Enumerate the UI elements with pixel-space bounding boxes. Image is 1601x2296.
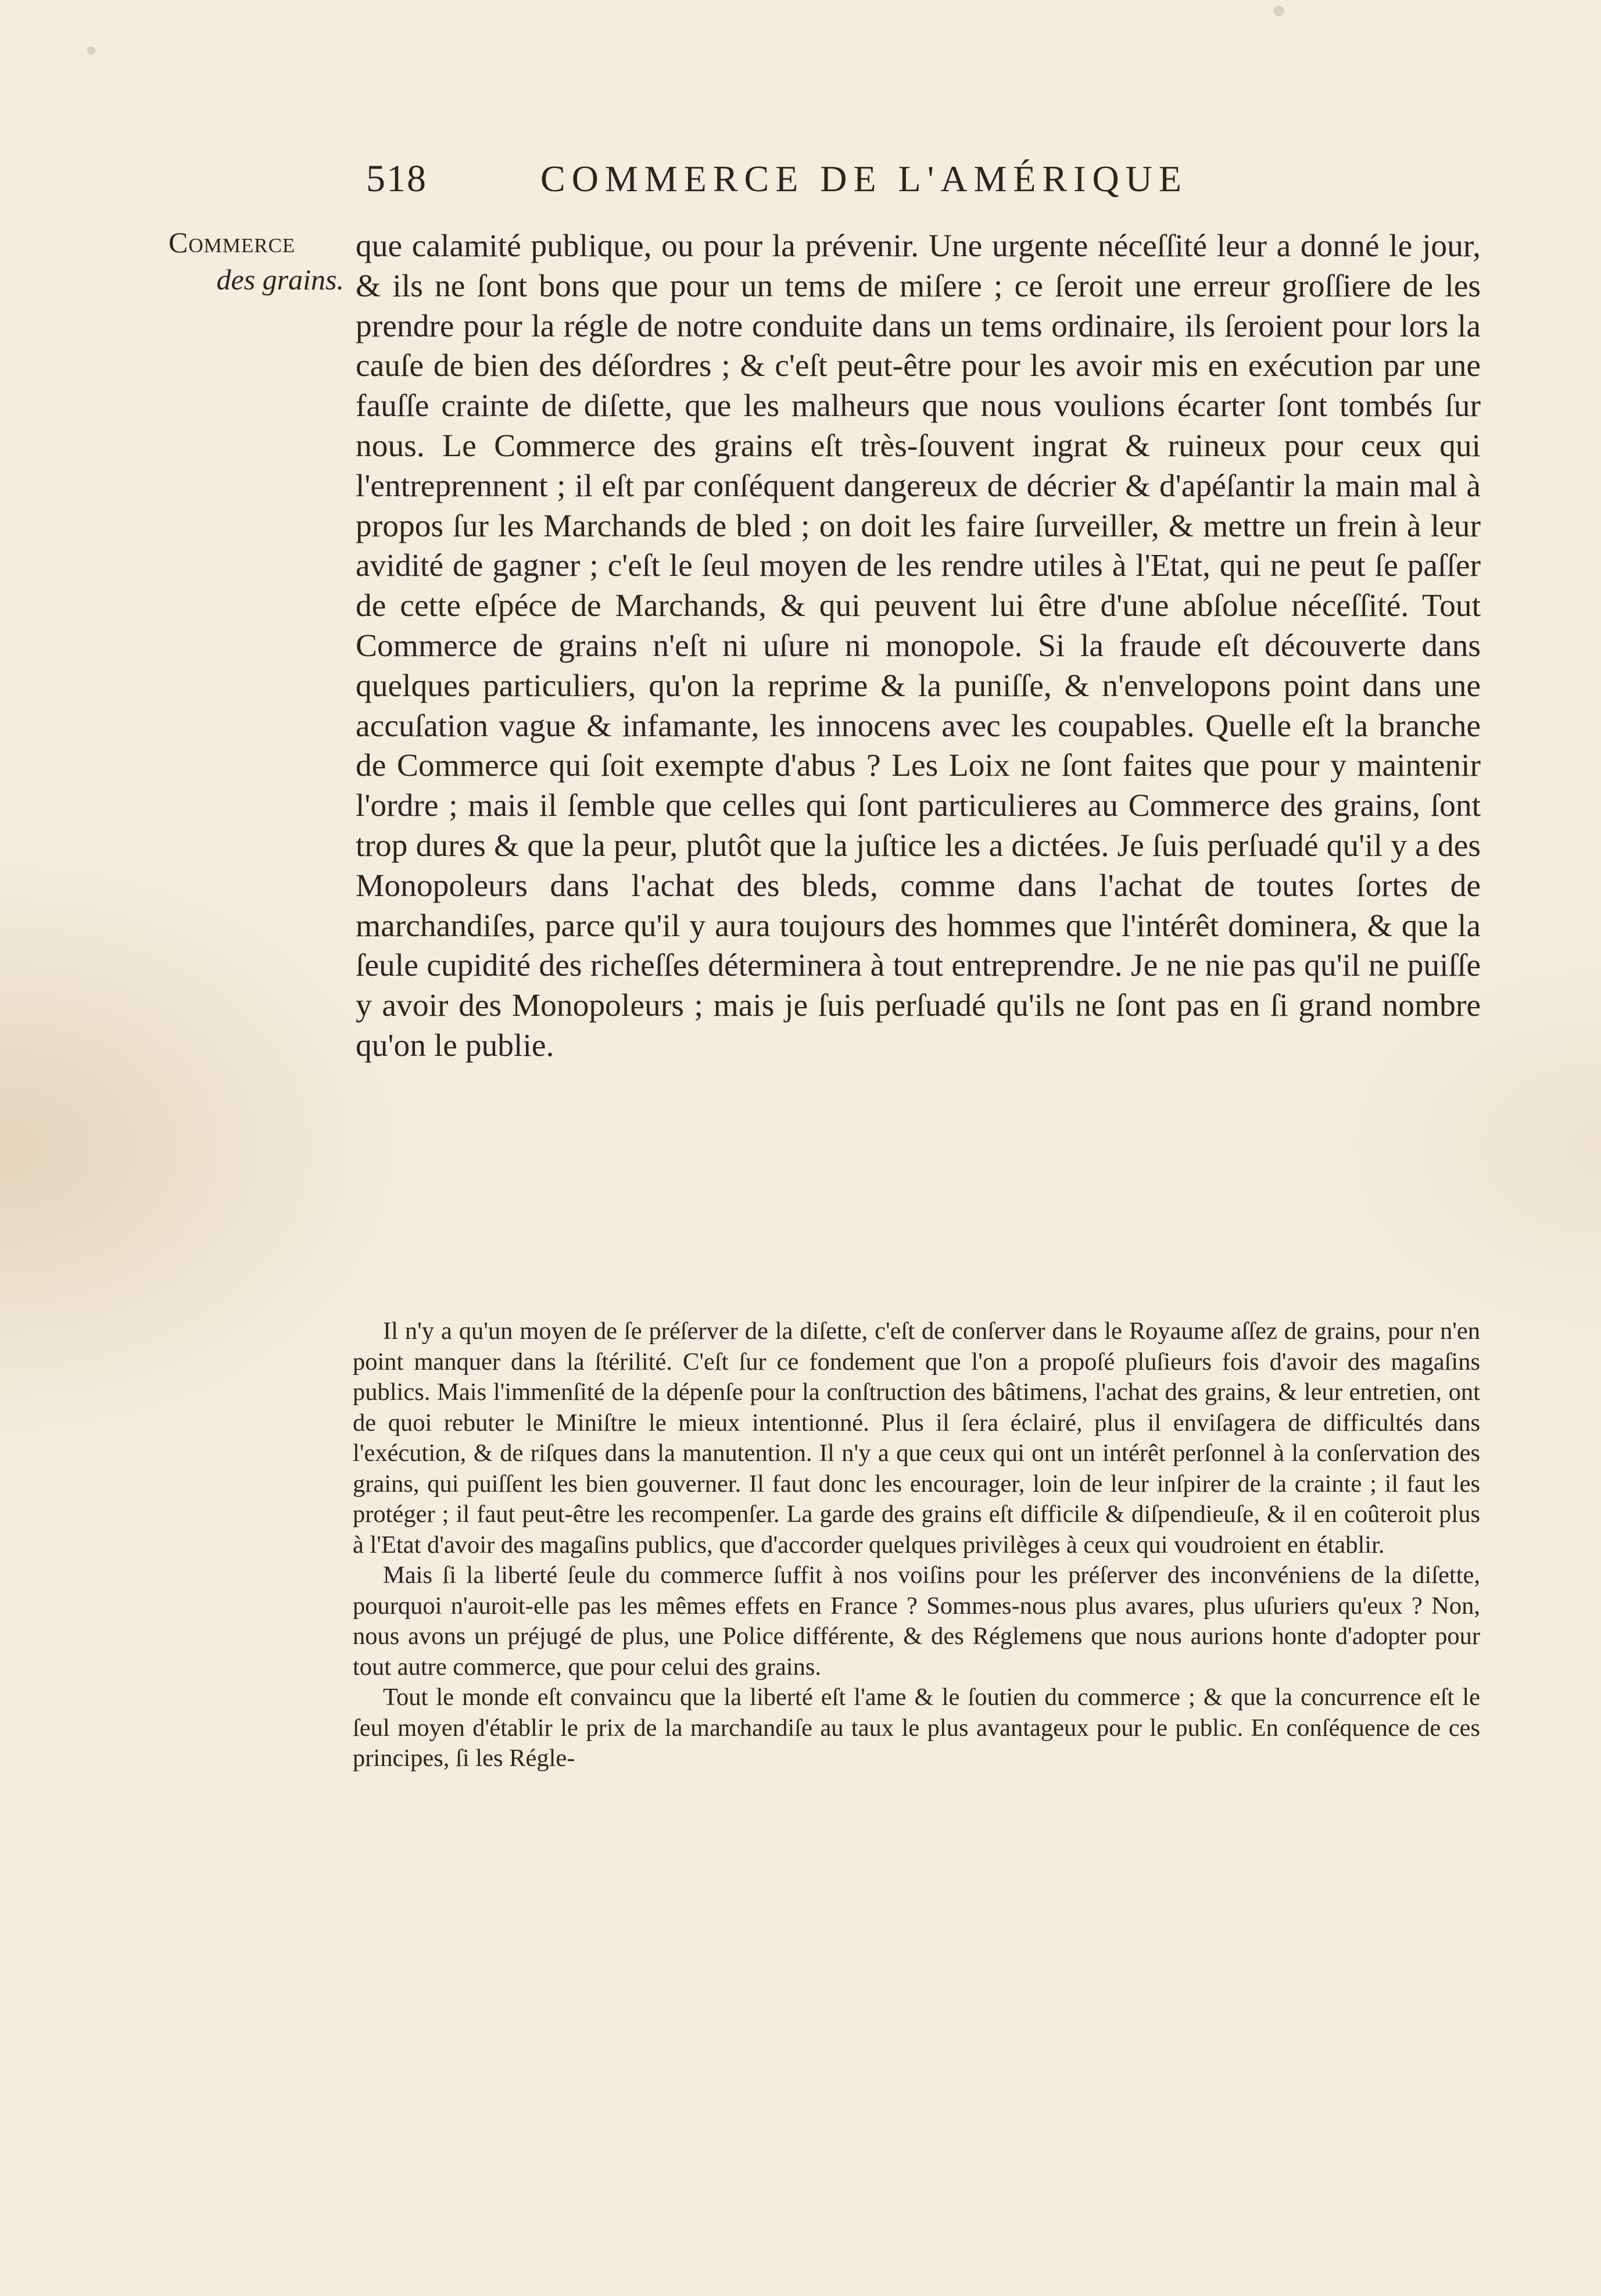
running-title: COMMERCE DE L'AMÉRIQUE — [540, 158, 1188, 199]
main-text — [356, 227, 1481, 1066]
footnotes — [353, 1316, 1480, 1774]
footnote-paragraph-3: Tout le monde eſt convaincu que la liberté eſt l'ame & le ſoutien du commerce ; & que la concurrence eſt le ſeul moyen d'établir le prix de la marchandiſe au taux le plus avantageux pour le public. En conſéquence de ces principes, ſi les Régle- — [353, 1684, 1480, 1772]
paper-stain — [87, 46, 95, 55]
margin-note — [169, 224, 360, 298]
footnote-paragraph-2: Mais ſi la liberté ſeule du commerce ſuffit à nos voiſins pour les préſerver des inconvéniens de la diſette, pourquoi n'auroit-elle pas les mêmes effets en France ? Sommes-nous plus avares, plus uſuriers qu'eux ? Non, nous avons un préjugé de plus, une Police différente, & des Réglemens que nous aurions honte d'adopter pour tout autre commerce, que pour celui des grains. — [353, 1561, 1480, 1681]
main-paragraph: que calamité publique, ou pour la prévenir. Une urgente néceſſité leur a donné le jour, & ils ne ſont bons que pour un tems de miſere ; ce ſeroit une erreur groſſiere de les prendre pour la régle de notre conduite dans un tems ordinaire, ils ſeroient pour lors la cauſe de bien des déſordres ; & c'eſt peut-être pour les avoir mis en exécution par une fauſſe crainte de diſette, que les malheurs que nous voulions écarter ſont tombés ſur nous. Le Commerce des grains eſt très-ſouvent ingrat & ruineux pour ceux qui l'entreprennent ; il eſt par conſéquent dangereux de décrier & d'apéſantir la main mal à propos ſur les Marchands de bled ; on doit les faire ſurveiller, & mettre un frein à leur avidité de gagner ; c'eſt le ſeul moyen de les rendre utiles à l'Etat, qui ne peut ſe paſſer de cette eſpéce de Marchands, & qui peuvent lui être d'une abſolue néceſſité. Tout Commerce de grains n'eſt ni uſure ni monopole. Si la fraude eſt découverte dans quelques particuliers, qu'on la reprime & la puniſſe, & n'envelopons point dans une accuſation vague & infamante, les innocens avec les coupables. Quelle eſt la branche de Commerce qui ſoit exempte d'abus ? Les Loix ne ſont faites que pour y maintenir l'ordre ; mais il ſemble que celles qui ſont particulieres au Commerce des grains, ſont trop dures & que la peur, plutôt que la juſtice les a dictées. Je ſuis perſuadé qu'il y a des Monopoleurs dans l'achat des bleds, comme dans l'achat de toutes ſortes de marchandiſes, parce qu'il y aura toujours des hommes que l'intérêt dominera, & que la ſeule cupidité des richeſſes déterminera à tout entreprendre. Je ne nie pas qu'il ne puiſſe y avoir des Monopoleurs ; mais je ſuis perſuadé qu'ils ne ſont pas en ſi grand nombre qu'on le publie. — [356, 228, 1481, 1063]
margin-note-line-1: Commerce — [169, 226, 296, 259]
margin-note-line-2: des grains. — [216, 263, 344, 296]
footnote-paragraph-1: Il n'y a qu'un moyen de ſe préſerver de la diſette, c'eſt de conſerver dans le Royaume aſſez de grains, pour n'en point manquer dans la ſtérilité. C'eſt ſur ce fondement que l'on a propoſé pluſieurs fois d'avoir des magaſins publics. Mais l'immenſité de la dépenſe pour la conſtruction des bâtimens, l'achat des grains, & leur entretien, ont de quoi rebuter le Miniſtre le mieux intentionné. Plus il ſera éclairé, plus il enviſagera de difficultés dans l'exécution, & de riſques dans la manutention. Il n'y a que ceux qui ont un intérêt perſonnel à la conſervation des grains, qui puiſſent les bien gouverner. Il faut donc les encourager, loin de leur inſpirer de la crainte ; il faut les protéger ; il faut peut-être les recompenſer. La garde des grains eſt difficile & diſpendieuſe, & il en coûteroit plus à l'Etat d'avoir des magaſins publics, que d'accorder quelques privilèges à ceux qui voudroient en établir. — [353, 1317, 1480, 1559]
page-header — [366, 157, 1325, 209]
paper-stain — [1274, 6, 1284, 16]
page-number: 518 — [366, 157, 427, 200]
